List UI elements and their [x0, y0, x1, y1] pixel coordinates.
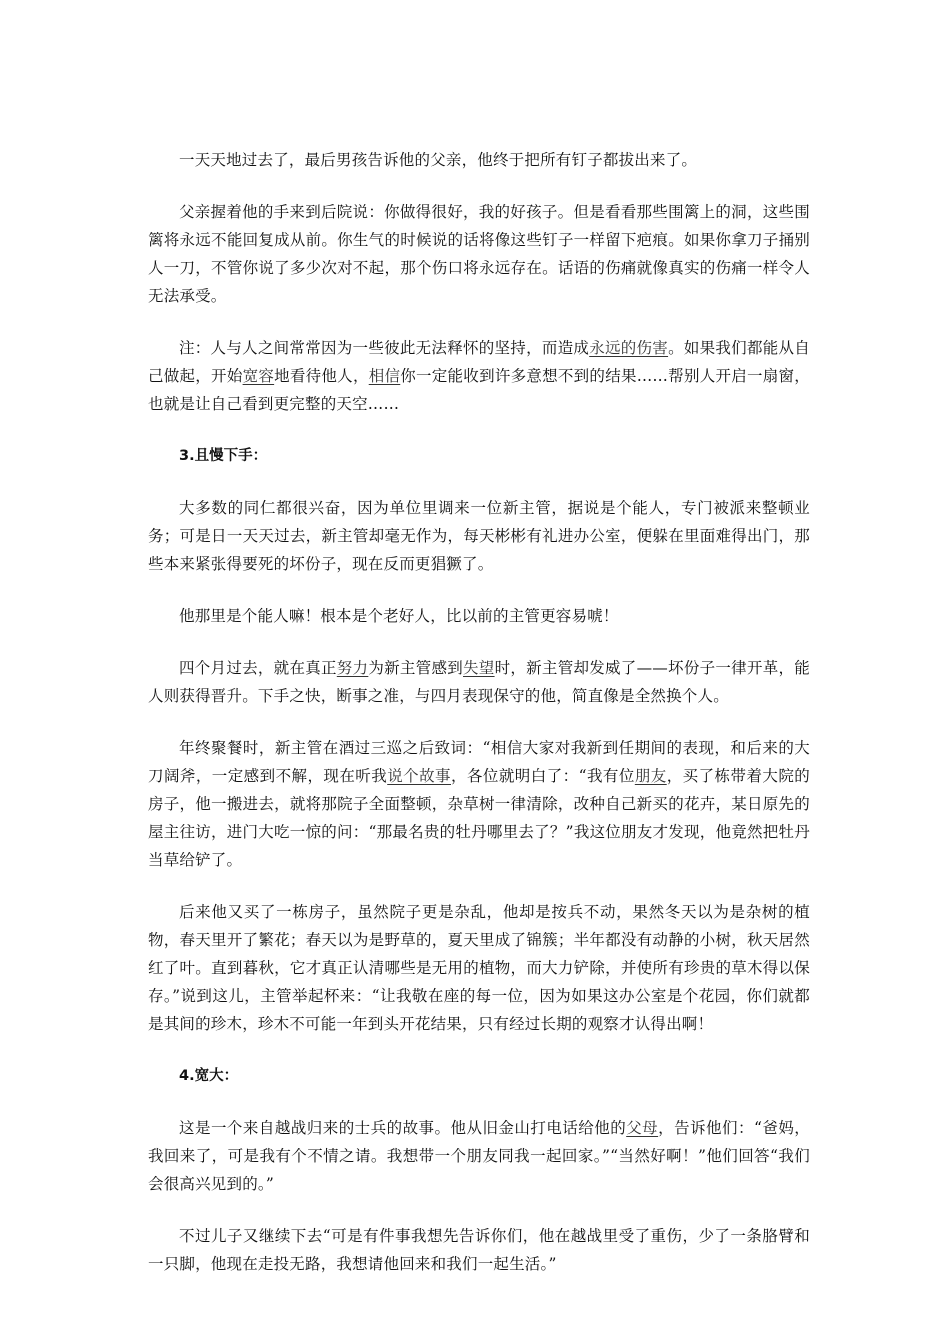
paragraph-text: ，告诉他们：“爸妈，我回来了，可是我有个不情之请。我想带一个朋友同我一起回家。”“当然好啊！”他们回答“我们会很高兴见到的。”: [148, 1119, 810, 1193]
inline-link[interactable]: 失望: [463, 659, 495, 677]
paragraph: [148, 334, 810, 418]
paragraph: [148, 494, 810, 578]
paragraph-text: 注：人与人之间常常因为一些彼此无法释怀的坚持，而造成: [179, 339, 590, 357]
paragraph-text: 这是一个来自越战归来的士兵的故事。他从旧金山打电话给他的: [179, 1119, 627, 1137]
section-heading: [148, 442, 810, 470]
inline-link[interactable]: 朋友: [634, 767, 667, 785]
paragraph: [148, 198, 810, 310]
paragraph-text: 后来他又买了一栋房子，虽然院子更是杂乱，他却是按兵不动，果然冬天以为是杂树的植物，春天里开了繁花；春天以为是野草的，夏天里成了锦簇；半年都没有动静的小树，秋天居然红了叶。直到暮秋，它才真正认清哪些是无用的植物，而大力铲除，并使所有珍贵的草木得以保存。”说到这儿，主管举起杯来：“让我敬在座的每一位，因为如果这办公室是个花园，你们就都是其间的珍木，珍木不可能一年到头开花结果，只有经过长期的观察才认得出啊！: [148, 903, 810, 1033]
paragraph-text: 大多数的同仁都很兴奋，因为单位里调来一位新主管，据说是个能人，专门被派来整顿业务；可是日一天天过去，新主管却毫无作为，每天彬彬有礼进办公室，便躲在里面难得出门，那些本来紧张得要死的坏份子，现在反而更猖獗了。: [148, 499, 810, 573]
paragraph-text: 。如果我们都能从自己做起，开始: [148, 339, 810, 385]
paragraph: [148, 1222, 810, 1278]
paragraph-text: 4.宽大：: [179, 1068, 239, 1084]
inline-link[interactable]: 说个故事: [387, 767, 452, 785]
paragraph-text: 时，新主管却发威了——坏份子一律开革，能人则获得晋升。下手之快，断事之准，与四月表现保守的他，简直像是全然换个人。: [148, 659, 810, 705]
paragraph-text: 不过儿子又继续下去“可是有件事我想先告诉你们，他在越战里受了重伤，少了一条胳臂和一只脚，他现在走投无路，我想请他回来和我们一起生活。”: [148, 1227, 810, 1273]
paragraph-text: 地看待他人，: [274, 367, 369, 385]
document-body: [148, 146, 810, 1302]
paragraph-text: ，各位就明白了：“我有位: [451, 767, 635, 785]
inline-link[interactable]: 相信: [368, 367, 401, 385]
paragraph-text: 四个月过去，就在真正: [179, 659, 337, 677]
paragraph: [148, 654, 810, 710]
paragraph: [148, 602, 810, 630]
inline-link[interactable]: 永远的伤害: [589, 339, 669, 357]
inline-link[interactable]: 努力: [336, 659, 369, 677]
paragraph: [148, 146, 810, 174]
inline-link[interactable]: 父母: [626, 1119, 659, 1137]
paragraph-text: 一天天地过去了，最后男孩告诉他的父亲，他终于把所有钉子都拔出来了。: [179, 151, 698, 169]
paragraph: [148, 898, 810, 1038]
paragraph-text: 你一定能收到许多意想不到的结果……帮别人开启一扇窗，也就是让自己看到更完整的天空……: [148, 367, 810, 413]
paragraph: [148, 1114, 810, 1198]
paragraph-text: 3.且慢下手：: [179, 448, 268, 464]
paragraph-text: ，买了栋带着大院的房子，他一搬进去，就将那院子全面整顿，杂草树一律清除，改种自己新买的花卉，某日原先的屋主往访，进门大吃一惊的问：“那最名贵的牡丹哪里去了？”我这位朋友才发现，他竟然把牡丹当草给铲了。: [148, 767, 810, 869]
paragraph-text: 父亲握着他的手来到后院说：你做得很好，我的好孩子。但是看看那些围篱上的洞，这些围篱将永远不能回复成从前。你生气的时候说的话将像这些钉子一样留下疤痕。如果你拿刀子捅别人一刀，不管你说了多少次对不起，那个伤口将永远存在。话语的伤痛就像真实的伤痛一样令人无法承受。: [148, 203, 810, 305]
paragraph-text: 年终聚餐时，新主管在酒过三巡之后致词：“相信大家对我新到任期间的表现，和后来的大刀阔斧，一定感到不解，现在听我: [148, 739, 810, 785]
inline-link[interactable]: 宽容: [242, 367, 275, 385]
paragraph-text: 他那里是个能人嘛！根本是个老好人，比以前的主管更容易唬！: [179, 607, 619, 625]
paragraph: [148, 734, 810, 874]
paragraph-text: 为新主管感到: [368, 659, 464, 677]
section-heading: [148, 1062, 810, 1090]
